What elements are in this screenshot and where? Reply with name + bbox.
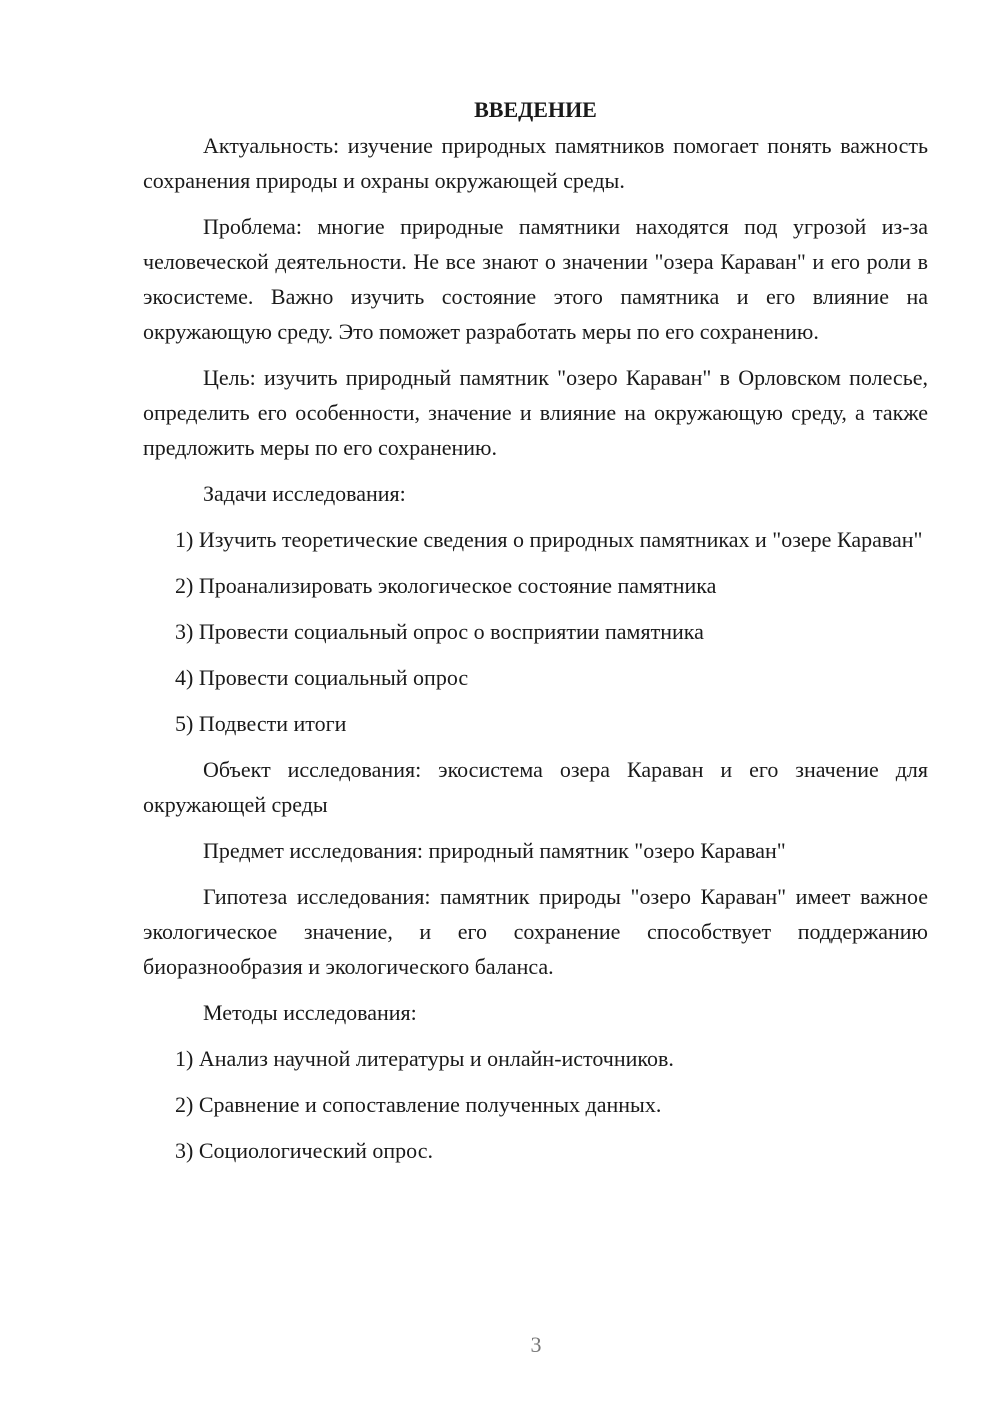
task-item: 4) Провести социальный опрос [175,665,469,690]
tasks-heading: Задачи исследования: [203,481,406,506]
paragraph-goal: Цель: изучить природный памятник "озеро Караван" в Орловском полесье, определить его особенности, значение и влияние на окружающую среду, а также предложить меры по его сохранению. [143,365,928,460]
page-title: ВВЕДЕНИЕ [474,97,597,122]
method-item: 2) Сравнение и сопоставление полученных данных. [175,1092,662,1117]
task-item: 2) Проанализировать экологическое состояние памятника [175,573,717,598]
task-item: 1) Изучить теоретические сведения о природных памятниках и "озере Караван" [175,527,923,552]
paragraph-object: Объект исследования: экосистема озера Караван и его значение для окружающей среды [143,757,928,817]
paragraph-subject: Предмет исследования: природный памятник "озеро Караван" [203,838,786,863]
task-item: 5) Подвести итоги [175,711,347,736]
method-item: 1) Анализ научной литературы и онлайн-источников. [175,1046,674,1071]
page-number: 3 [530,1332,542,1357]
paragraph-hypothesis: Гипотеза исследования: памятник природы "озеро Караван" имеет важное экологическое значение, и его сохранение способствует поддержанию биоразнообразия и экологического баланса. [143,884,928,979]
method-item: 3) Социологический опрос. [175,1138,433,1163]
paragraph-problem: Проблема: многие природные памятники находятся под угрозой из-за человеческой деятельности. Не все знают о значении "озера Караван" и его роли в экосистеме. Важно изучить состояние этого памятника и его влияние на окружающую среду. Это поможет разработать меры по его сохранению. [143,214,928,344]
methods-heading: Методы исследования: [203,1000,417,1025]
paragraph-relevance: Актуальность: изучение природных памятников помогает понять важность сохранения природы и охраны окружающей среды. [143,133,928,193]
task-item: 3) Провести социальный опрос о восприятии памятника [175,619,704,644]
document-body [143,92,928,1179]
